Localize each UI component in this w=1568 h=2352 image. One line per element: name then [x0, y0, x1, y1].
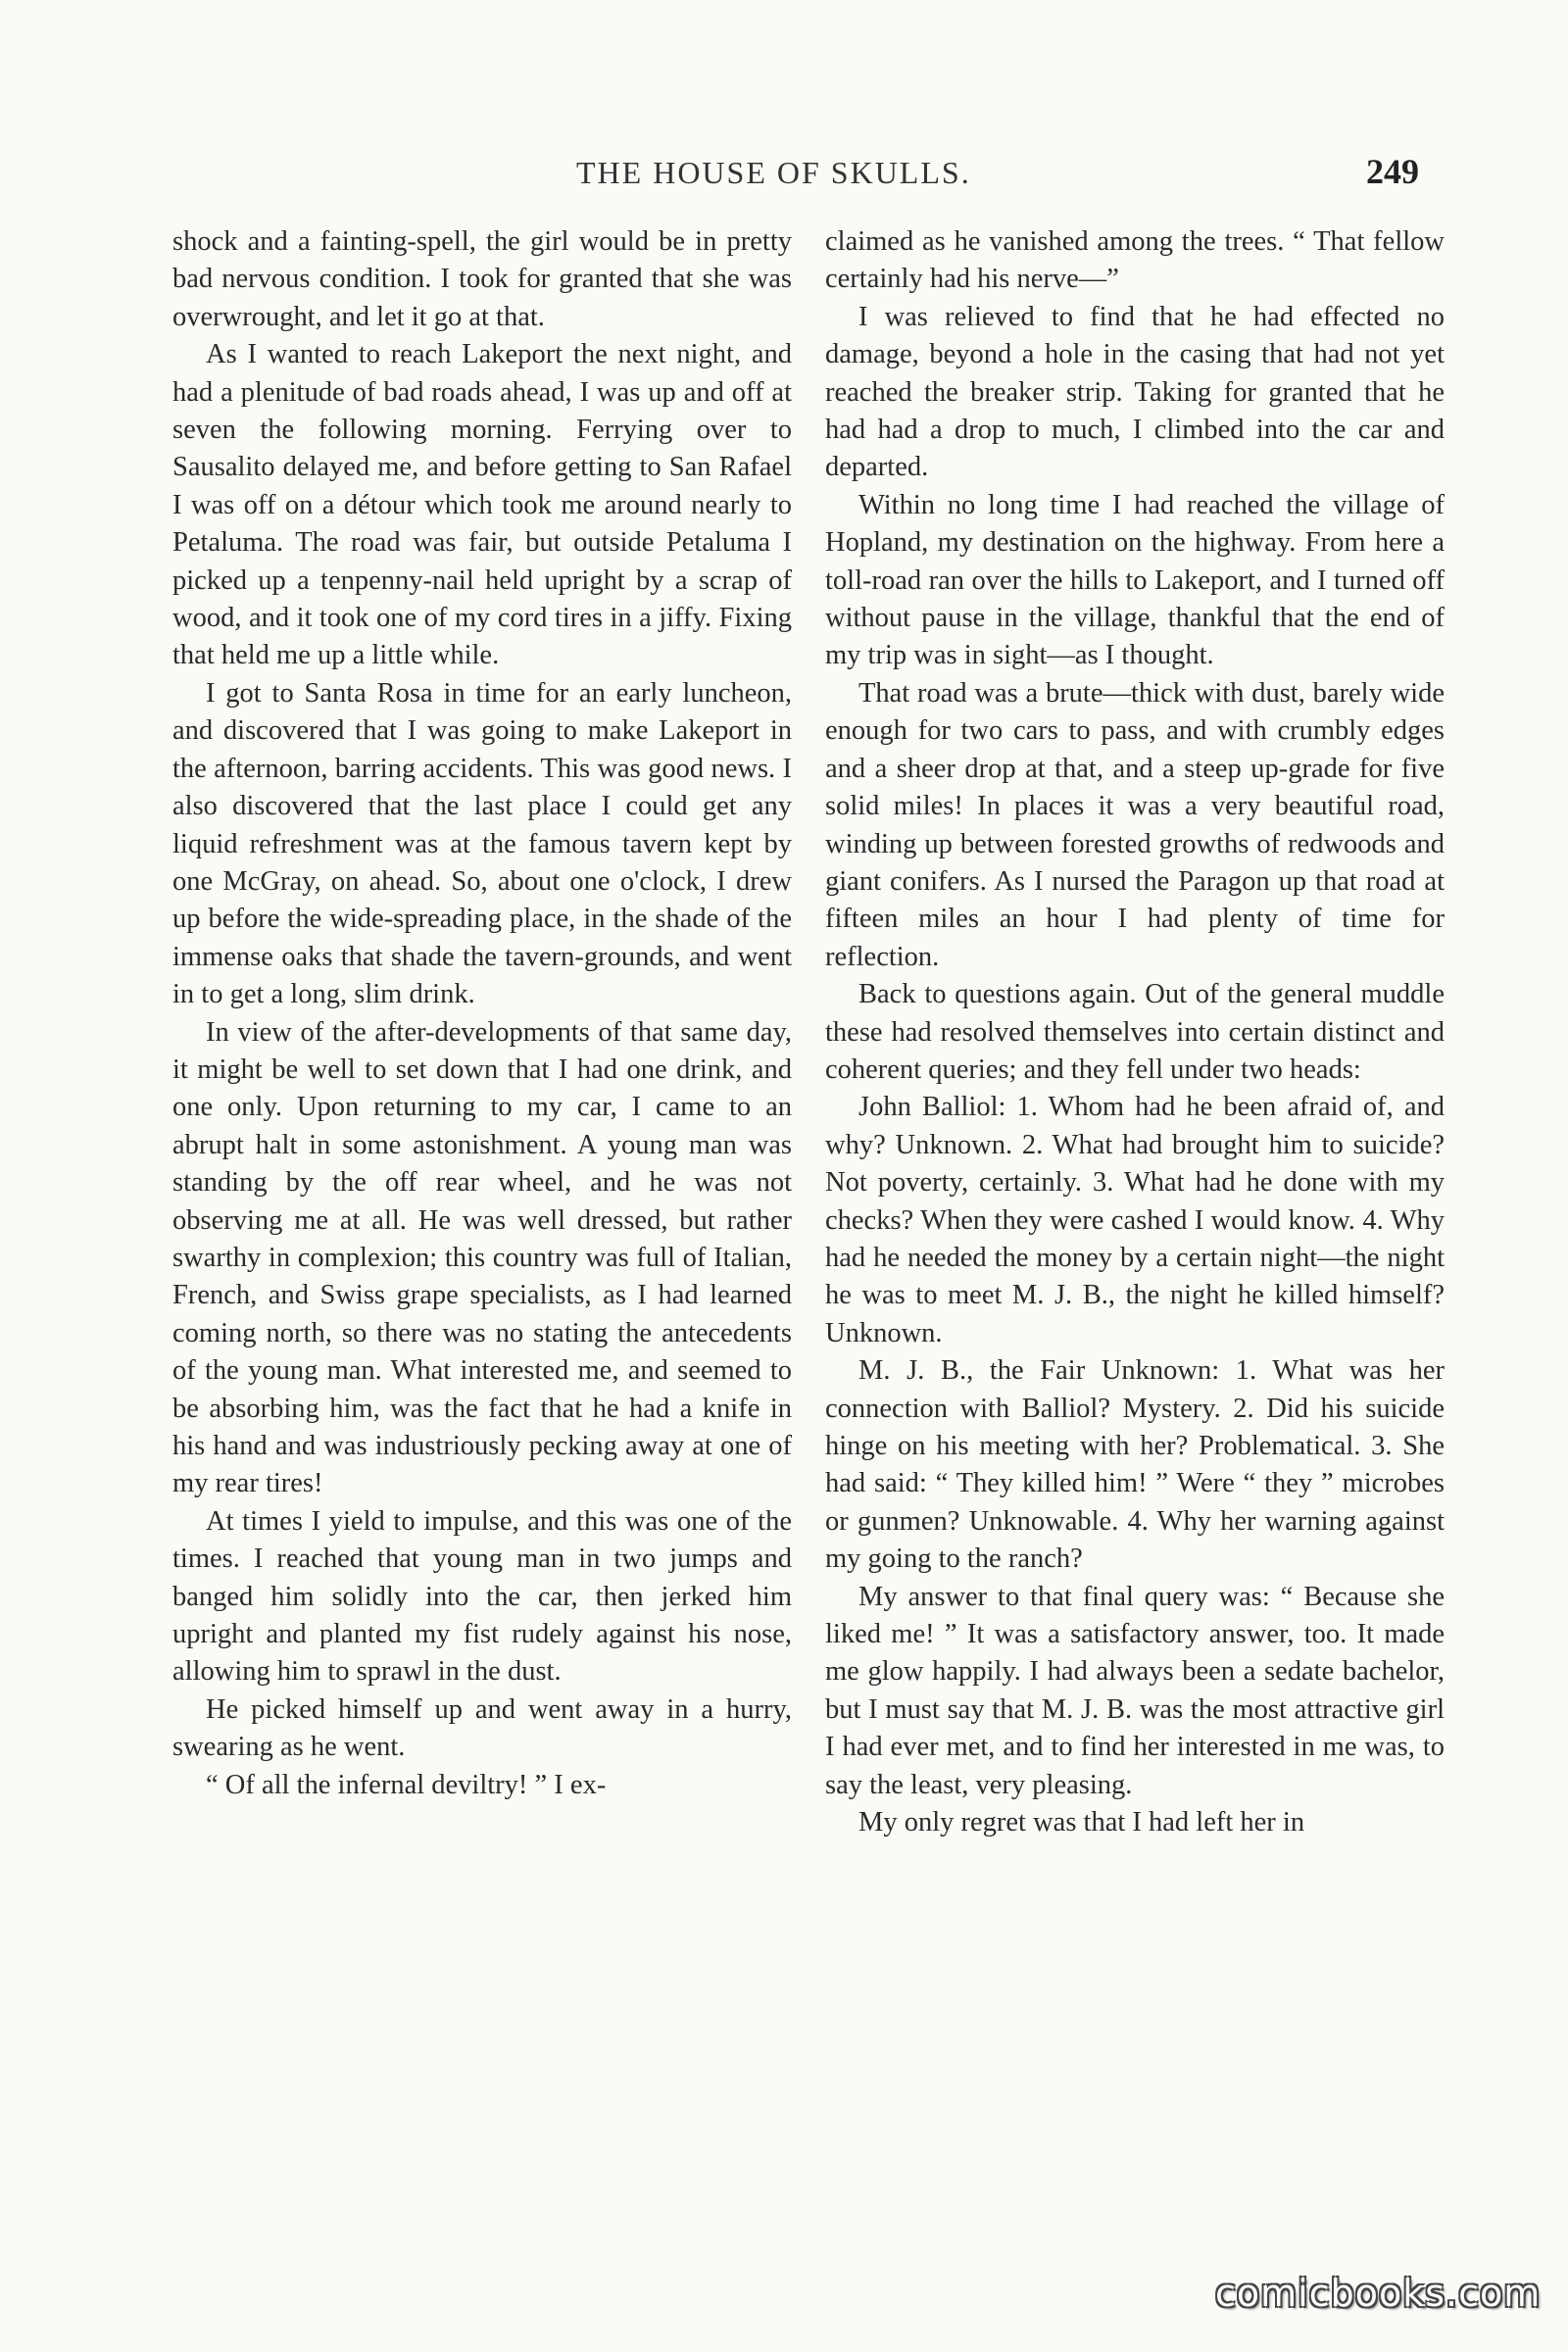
- paragraph: shock and a fainting-spell, the girl would be in pretty bad nervous condition. I took for granted that she was overwrought, and let it go at that.: [172, 226, 792, 332]
- paragraph: I got to Santa Rosa in time for an early luncheon, and discovered that I was going to make Lakeport in the afternoon, barring accidents. This was good news. I also discovered that the last place I could get any liquid refreshment was at the famous tavern kept by one McGray, on ahead. So, about one o'clock, I drew up before the wide-spreading place, in the shade of the immense oaks that shade the tavern-grounds, and went in to get a long, slim drink.: [172, 677, 792, 1010]
- paragraph: John Balliol: 1. Whom had he been afraid of, and why? Unknown. 2. What had brought him to suicide? Not poverty, certainly. 3. What had he done with my checks? When they were cashed I would know. 4. Why had he needed the money by a certain night—the night he was to meet M. J. B., the night he killed himself? Unknown.: [825, 1092, 1445, 1348]
- running-title: THE HOUSE OF SKULLS.: [576, 155, 971, 190]
- running-head: [0, 152, 1568, 194]
- page-number: 249: [1366, 152, 1419, 191]
- paragraph: My answer to that final query was: “ Because she liked me! ” It was a satisfactory answer, too. It made me glow happily. I had always been a sedate bachelor, but I must say that M. J. B. was the most attractive girl I had ever met, and to find her interested in me was, to say the least, very pleasing.: [825, 1581, 1445, 1800]
- paragraph: As I wanted to reach Lakeport the next night, and had a plenitude of bad roads ahead, I was up and off at seven the following morning. Ferrying over to Sausalito delayed me, and before getting to San Rafael I was off on a détour which took me around nearly to Petaluma. The road was fair, but outside Petaluma I picked up a tenpenny-nail held upright by a scrap of wood, and it took one of my cord tires in a jiffy. Fixing that held me up a little while.: [172, 339, 792, 671]
- paragraph: I was relieved to find that he had effected no damage, beyond a hole in the casing that had not yet reached the breaker strip. Taking for granted that he had had a drop to much, I climbed into the car and departed.: [825, 301, 1445, 483]
- paragraph: Within no long time I had reached the village of Hopland, my destination on the highway. From here a toll-road ran over the hills to Lakeport, and I turned off without pause in the village, thankful that the end of my trip was in sight—as I thought.: [825, 489, 1445, 671]
- paragraph: M. J. B., the Fair Unknown: 1. What was her connection with Balliol? Mystery. 2. Did his suicide hinge on his meeting with her? Problematical. 3. She had said: “ They killed him! ” Were “ they ” microbes or gunmen? Unknowable. 4. Why her warning against my going to the ranch?: [825, 1355, 1445, 1575]
- paragraph: He picked himself up and went away in a hurry, swearing as he went.: [172, 1693, 792, 1763]
- watermark: comicbooks.com: [1215, 2272, 1542, 2315]
- paragraph: claimed as he vanished among the trees. “ That fellow certainly had his nerve—”: [825, 226, 1445, 295]
- paragraph: At times I yield to impulse, and this was one of the times. I reached that young man in two jumps and banged him solidly into the car, then jerked him upright and planted my fist rudely against his nose, allowing him to sprawl in the dust.: [172, 1505, 792, 1688]
- paragraph: In view of the after-developments of that same day, it might be well to set down that I had one drink, and one only. Upon returning to my car, I came to an abrupt halt in some astonishment. A young man was standing by the off rear wheel, and he was not observing me at all. He was well dressed, but rather swarthy in complexion; this country was full of Italian, French, and Swiss grape specialists, as I had learned coming north, so there was no stating the antecedents of the young man. What interested me, and seemed to be absorbing him, was the fact that he had a knife in his hand and was industriously pecking away at one of my rear tires!: [172, 1016, 792, 1499]
- right-column: [825, 223, 1445, 1841]
- paragraph: That road was a brute—thick with dust, barely wide enough for two cars to pass, and with crumbly edges and a sheer drop at that, and a steep up-grade for five solid miles! In places it was a very beautiful road, winding up between forested growths of redwoods and giant conifers. As I nursed the Paragon up that road at fifteen miles an hour I had plenty of time for reflection.: [825, 677, 1445, 972]
- paragraph: My only regret was that I had left her in: [858, 1807, 1305, 1838]
- paragraph: “ Of all the infernal deviltry! ” I ex-: [206, 1769, 607, 1800]
- left-column: [172, 223, 792, 1804]
- paragraph: Back to questions again. Out of the general muddle these had resolved themselves into certain distinct and coherent queries; and they fell under two heads:: [825, 979, 1445, 1085]
